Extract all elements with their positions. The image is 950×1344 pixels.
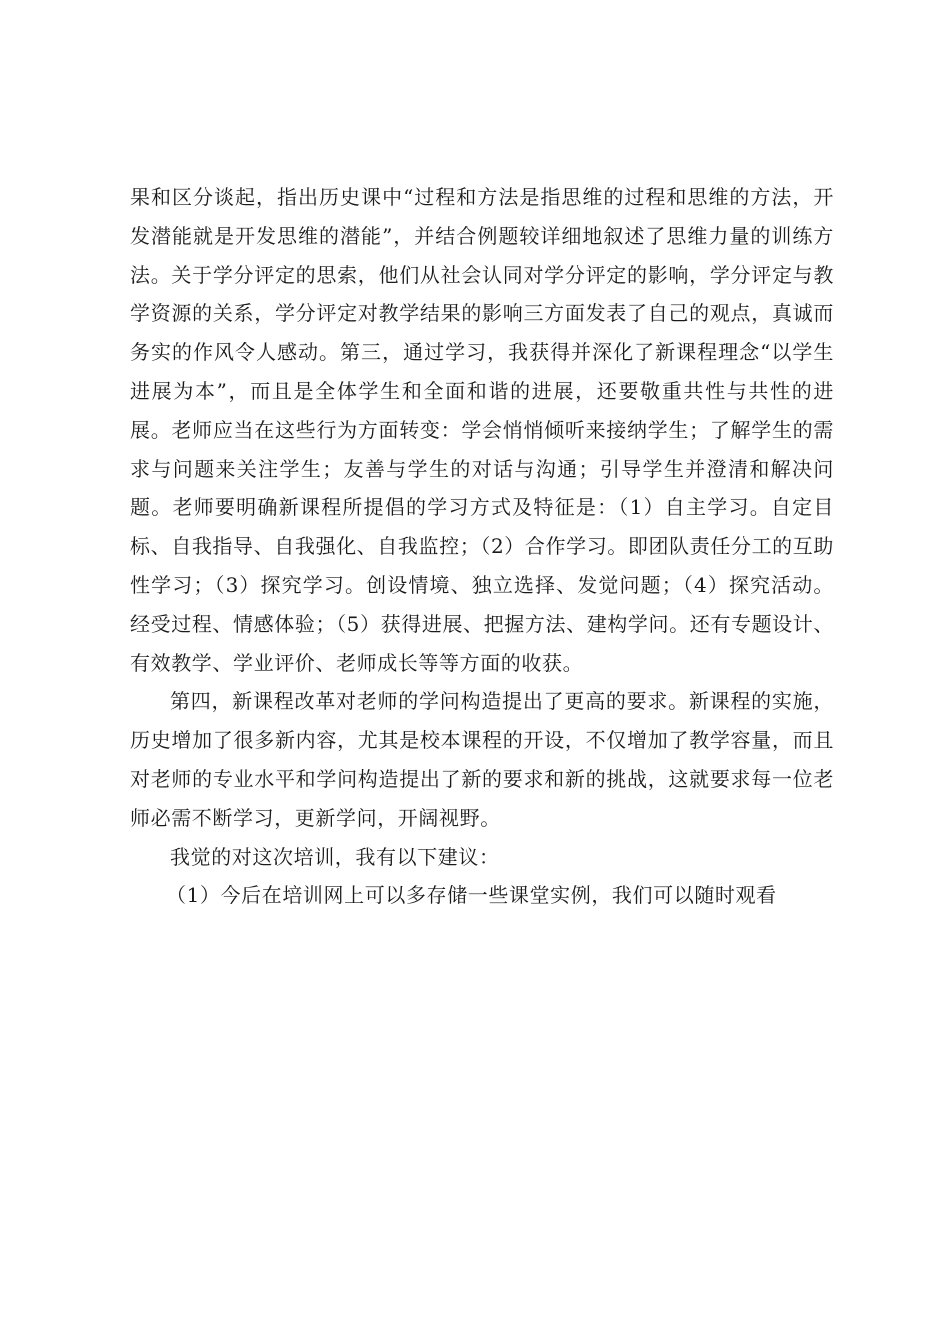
paragraph-continuation: 果和区分谈起，指出历史课中“过程和方法是指思维的过程和思维的方法，开发潜能就是开发思维的潜能”，并结合例题较详细地叙述了思维力量的训练方法。关于学分评定的思索，他们从社会认同对学分评定的影响，学分评定与教学资源的关系，学分评定对教学结果的影响三方面发表了自己的观点，真诚而务实的作风令人感动。第三，通过学习，我获得并深化了新课程理念“以学生进展为本”，而且是全体学生和全面和谐的进展，还要敬重共性与共性的进展。老师应当在这些行为方面转变：学会悄悄倾听来接纳学生；了解学生的需求与问题来关注学生；友善与学生的对话与沟通；引导学生并澄清和解决问题。老师要明确新课程所提倡的学习方式及特征是：（1）自主学习。自定目标、自我指导、自我强化、自我监控；（2）合作学习。即团队责任分工的互助性学习；（3）探究学习。创设情境、独立选择、发觉问题；（4）探究活动。经受过程、情感体验；（5）获得进展、把握方法、建构学问。还有专题设计、有效教学、学业评价、老师成长等等方面的收获。 bbox=[130, 185, 834, 675]
paragraph-suggestion-1: （1）今后在培训网上可以多存储一些课堂实例，我们可以随时观看 bbox=[166, 883, 777, 908]
document-body bbox=[130, 178, 834, 915]
paragraph-suggestions-intro: 我觉的对这次培训，我有以下建议： bbox=[170, 844, 500, 869]
paragraph-fourth-point: 第四，新课程改革对老师的学问构造提出了更高的要求。新课程的实施，历史增加了很多新内容，尤其是校本课程的开设，不仅增加了教学容量，而且对老师的专业水平和学问构造提出了新的要求和新的挑战，这就要求每一位老师必需不断学习，更新学问，开阔视野。 bbox=[130, 689, 834, 830]
